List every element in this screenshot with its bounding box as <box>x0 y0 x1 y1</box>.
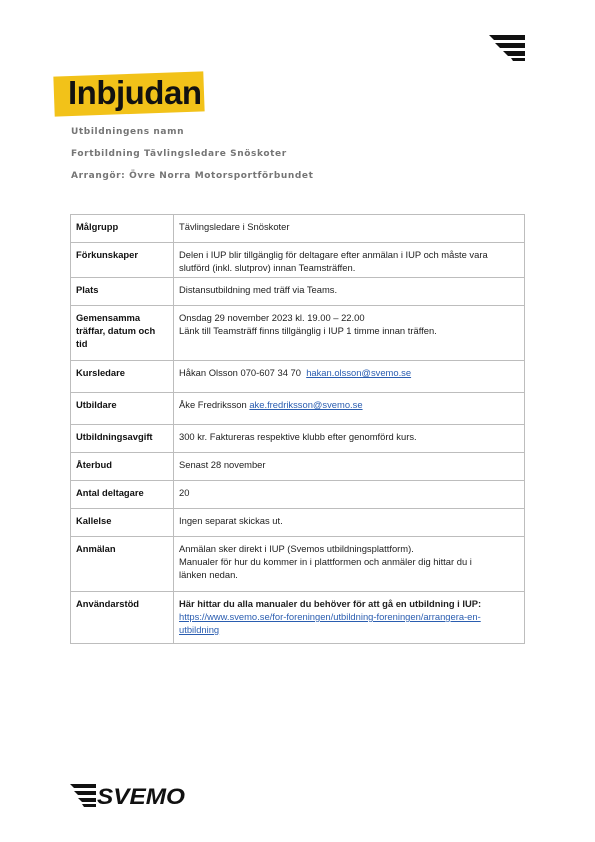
table-row <box>71 393 525 425</box>
key-line: träffar, datum och <box>76 325 156 336</box>
row-key <box>71 306 174 361</box>
table-row <box>71 537 525 592</box>
svemo-logo <box>70 782 186 808</box>
row-key: Kursledare <box>71 361 174 393</box>
table-row <box>71 243 525 278</box>
row-key: Kallelse <box>71 509 174 537</box>
row-value <box>174 361 525 393</box>
row-value: Distansutbildning med träff via Teams. <box>174 278 525 306</box>
row-key: Förkunskaper <box>71 243 174 278</box>
row-value: Tävlingsledare i Snöskoter <box>174 215 525 243</box>
course-name: Fortbildning Tävlingsledare Snöskoter <box>71 149 287 159</box>
table-row <box>71 453 525 481</box>
support-link[interactable]: utbildning <box>179 624 220 635</box>
organizer: Arrangör: Övre Norra Motorsportförbundet <box>71 171 314 181</box>
value-line: länken nedan. <box>179 569 238 580</box>
row-value <box>174 537 525 592</box>
table-row <box>71 306 525 361</box>
row-value: 20 <box>174 481 525 509</box>
support-link[interactable]: https://www.svemo.se/for-foreningen/utbildning-foreningen/arrangera-en- <box>179 611 481 622</box>
value-line: Anmälan sker direkt i IUP (Svemos utbildningsplattform). <box>179 543 414 554</box>
email-link[interactable]: ake.fredriksson@svemo.se <box>249 399 363 410</box>
row-value <box>174 306 525 361</box>
table-row <box>71 425 525 453</box>
row-key: Målgrupp <box>71 215 174 243</box>
logo-wordmark: SVEMO <box>97 784 185 808</box>
row-value <box>174 592 525 644</box>
value-line: Onsdag 29 november 2023 kl. 19.00 – 22.00 <box>179 312 365 323</box>
row-key: Användarstöd <box>71 592 174 644</box>
info-table <box>70 214 525 644</box>
key-line: tid <box>76 338 88 349</box>
table-row <box>71 509 525 537</box>
value-line: Delen i IUP blir tillgänglig för deltagare efter anmälan i IUP och måste vara <box>179 249 488 260</box>
support-heading: Här hittar du alla manualer du behöver för att gå en utbildning i IUP: <box>179 598 482 609</box>
row-key: Anmälan <box>71 537 174 592</box>
row-key: Utbildningsavgift <box>71 425 174 453</box>
row-value: 300 kr. Faktureras respektive klubb efter genomförd kurs. <box>174 425 525 453</box>
page-title <box>52 72 222 118</box>
course-label: Utbildningens namn <box>71 127 185 137</box>
table-row <box>71 592 525 644</box>
email-link[interactable]: hakan.olsson@svemo.se <box>306 367 412 378</box>
value-line: Länk till Teamsträff finns tillgänglig i IUP 1 timme innan träffen. <box>179 325 437 336</box>
table-row <box>71 481 525 509</box>
row-value: Ingen separat skickas ut. <box>174 509 525 537</box>
table-row <box>71 361 525 393</box>
svemo-stripes-logo <box>489 35 525 61</box>
row-key: Återbud <box>71 453 174 481</box>
row-value: Senast 28 november <box>174 453 525 481</box>
value-line: slutförd (inkl. slutprov) innan Teamsträffen. <box>179 262 356 273</box>
contact-text: Åke Fredriksson <box>179 399 247 410</box>
row-key: Utbildare <box>71 393 174 425</box>
contact-text: Håkan Olsson 070-607 34 70 <box>179 367 301 378</box>
title-text: Inbjudan <box>68 74 202 111</box>
row-value <box>174 393 525 425</box>
row-key: Antal deltagare <box>71 481 174 509</box>
row-key: Plats <box>71 278 174 306</box>
value-line: Manualer för hur du kommer in i plattformen och anmäler dig hittar du i <box>179 556 472 567</box>
row-value <box>174 243 525 278</box>
table-row <box>71 215 525 243</box>
table-row <box>71 278 525 306</box>
key-line: Gemensamma <box>76 312 141 323</box>
